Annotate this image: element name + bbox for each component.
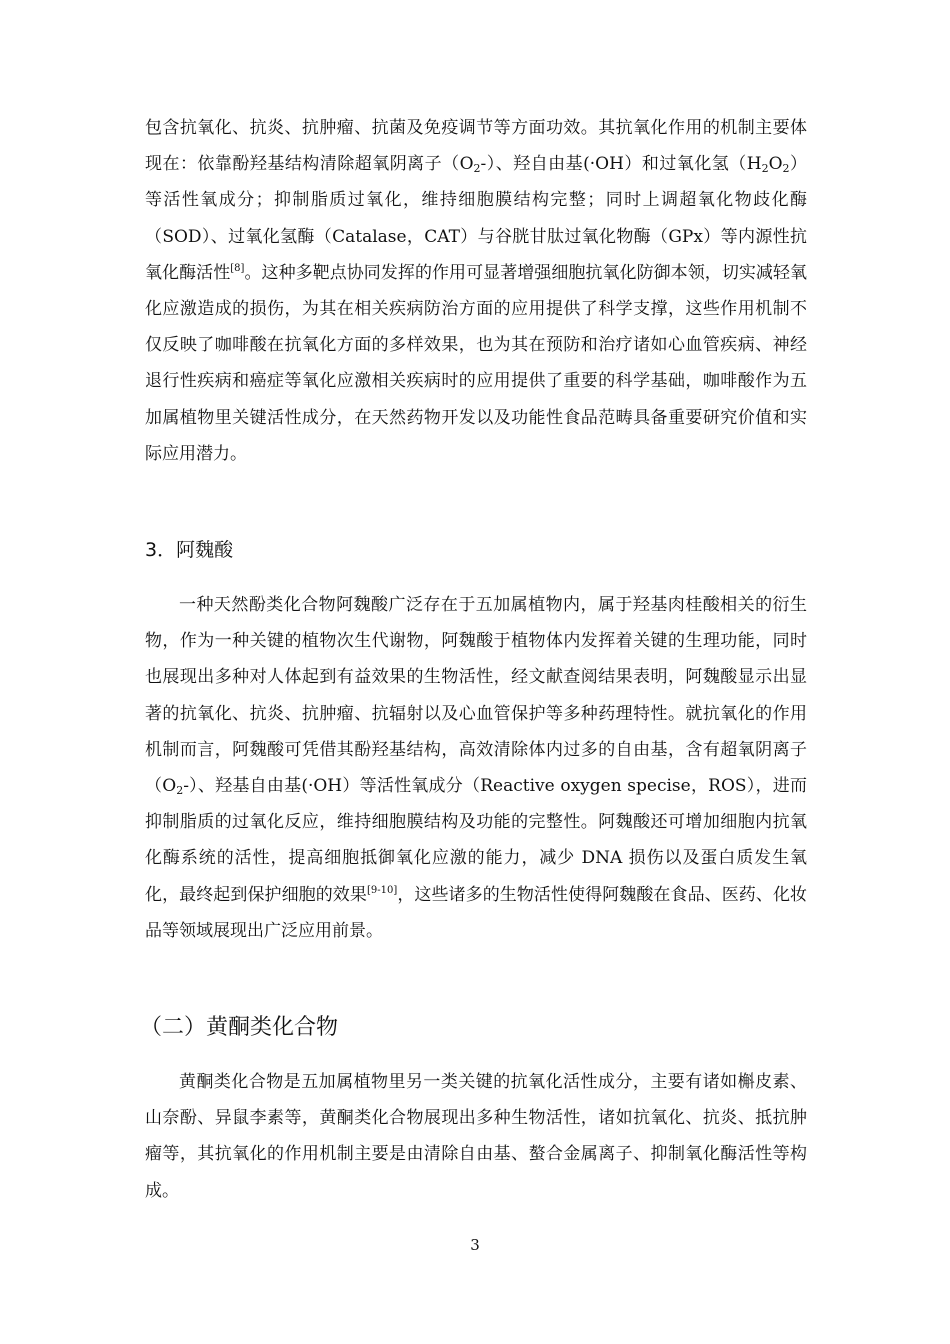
paragraph-caffeic-acid-mechanism xyxy=(145,110,807,472)
page-number: 3 xyxy=(470,1236,480,1254)
text-run: 一种天然酚类化合物阿魏酸广泛存在于五加属植物内，属于羟基肉桂酸相关的衍生物，作为一种关键的植物次生代谢物，阿魏酸于植物体内发挥着关键的生理功能，同时也展现出多种对人体起到有益效果的生物活性，经文献查阅结果表明，阿魏酸显示出显著的抗氧化、抗炎、抗肿瘤、抗辐射以及心血管保护等多种药理特性。就抗氧化的作用机制而言，阿魏酸可凭借其酚羟基结构，高效清除体内过多的自由基，含有超氧阴离子（O xyxy=(145,595,807,797)
text-run: O xyxy=(768,154,783,175)
text-run: -）、羟基自由基(·OH）等活性氧成分（Reactive oxygen specise，ROS），进而抑制脂质的过氧化反应，维持细胞膜结构及功能的完整性。阿魏酸还可增加细胞内抗氧化酶系统的活性，提高细胞抵御氧化应激的能力，减少 DNA 损伤以及蛋白质发生氧化，最终起到保护细胞的效果 xyxy=(145,776,808,905)
subscript: 2 xyxy=(782,162,790,176)
subscript: 2 xyxy=(761,162,769,176)
text-run: 黄酮类化合物是五加属植物里另一类关键的抗氧化活性成分，主要有诸如槲皮素、山奈酚、异鼠李素等，黄酮类化合物展现出多种生物活性，诸如抗氧化、抗炎、抵抗肿瘤等，其抗氧化的作用机制主要是由清除自由基、螯合金属离子、抑制氧化酶活性等构成。 xyxy=(145,1072,807,1201)
citation-superscript: [8] xyxy=(230,262,245,274)
subscript: 2 xyxy=(473,162,481,176)
text-run: ，这些诸多的生物活性使得阿魏酸在食品、医药、化妆品等领域展现出广泛应用前景。 xyxy=(145,884,808,941)
section-heading-flavonoids: （二）黄酮类化合物 xyxy=(140,1015,339,1040)
paragraph-flavonoids xyxy=(145,1064,807,1209)
text-run: ）等活性氧成分；抑制脂质过氧化，维持细胞膜结构完整；同时上调超氧化物歧化酶（SOD）、过氧化氢酶（Catalase，CAT）与谷胱甘肽过氧化物酶（GPx）等内源性抗氧化酶活性 xyxy=(145,154,808,283)
text-run: 。这种多靶点协同发挥的作用可显著增强细胞抗氧化防御本领，切实减轻氧化应激造成的损伤，为其在相关疾病防治方面的应用提供了科学支撑，这些作用机制不仅反映了咖啡酸在抗氧化方面的多样效果，也为其在预防和治疗诸如心血管疾病、神经退行性疾病和癌症等氧化应激相关疾病时的应用提供了重要的科学基础，咖啡酸作为五加属植物里关键活性成分，在天然药物开发以及功能性食品范畴具备重要研究价值和实际应用潜力。 xyxy=(145,262,808,464)
text-run: -）、羟自由基(·OH）和过氧化氢（H xyxy=(480,154,762,175)
text-run: 包含抗氧化、抗炎、抗肿瘤、抗菌及免疫调节等方面功效。其抗氧化作用的机制主要体现在：依靠酚羟基结构清除超氧阴离子（O xyxy=(145,118,807,175)
subscript: 2 xyxy=(176,784,184,798)
paragraph-ferulic-acid xyxy=(145,587,807,949)
citation-superscript: [9-10] xyxy=(366,884,398,896)
section-heading-ferulic-acid: 3．阿魏酸 xyxy=(145,539,234,561)
